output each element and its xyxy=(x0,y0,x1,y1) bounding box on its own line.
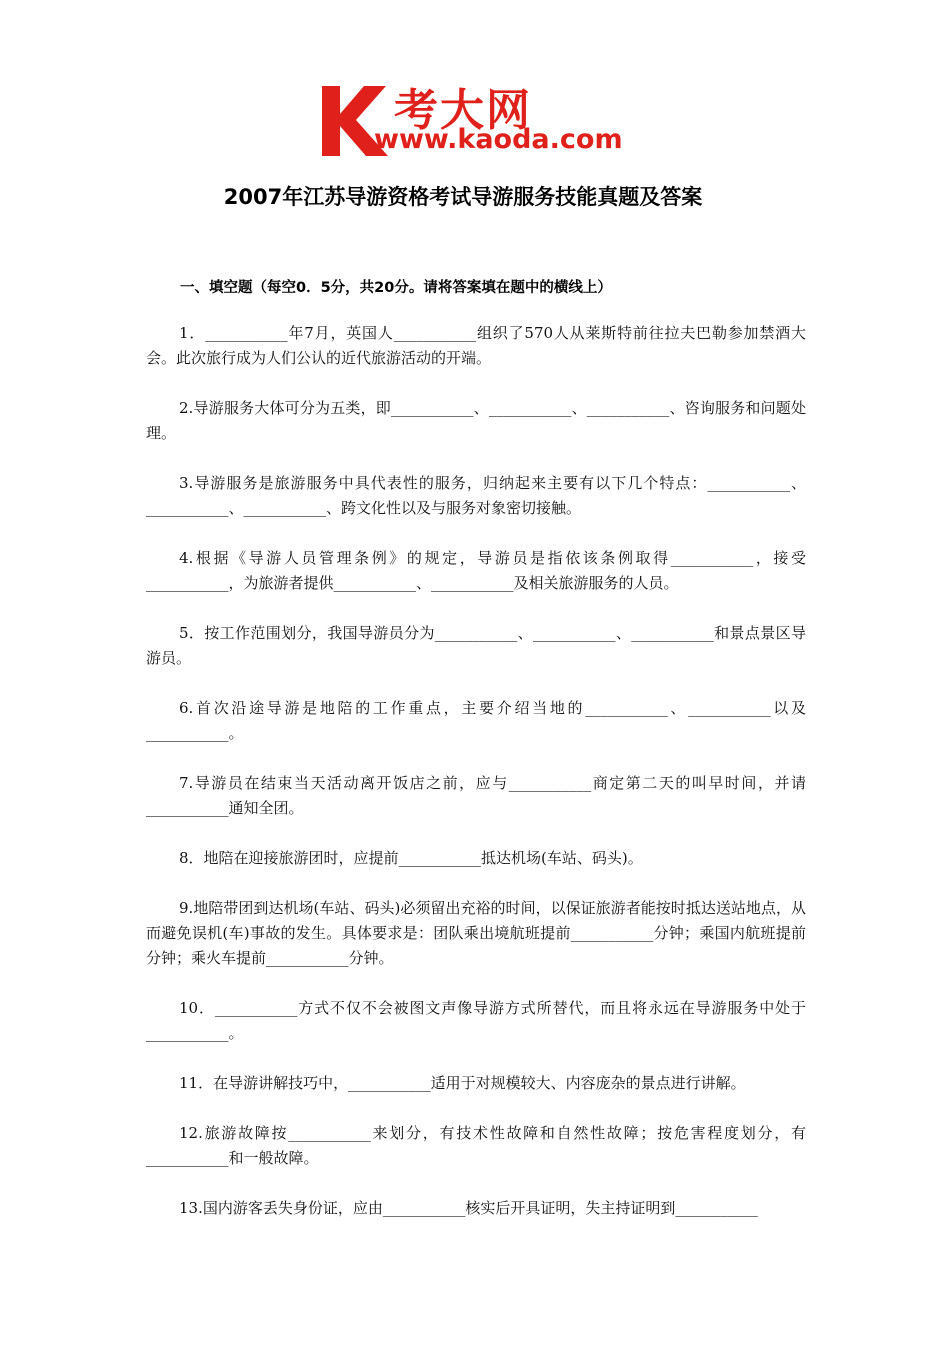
page-title: 2007年江苏导游资格考试导游服务技能真题及答案 xyxy=(223,185,703,209)
question-10: 10．___________方式不仅不会被图文声像导游方式所替代，而且将永远在导游服务中处于___________。 xyxy=(146,999,806,1042)
logo-wordmark: 考大网 xyxy=(394,85,532,136)
question-4: 4.根据《导游人员管理条例》的规定，导游员是指依该条例取得___________，接受___________，为旅游者提供___________、___________及相关旅游服务的人员。 xyxy=(146,549,806,592)
question-5: 5．按工作范围划分，我国导游员分为___________、___________、___________和景点景区导游员。 xyxy=(146,624,806,667)
question-8: 8．地陪在迎接旅游团时，应提前___________抵达机场(车站、码头)。 xyxy=(179,849,643,867)
question-3: 3.导游服务是旅游服务中具代表性的服务，归纳起来主要有以下几个特点：___________、___________、___________、跨文化性以及与服务对象密切接触。 xyxy=(146,474,806,517)
logo-url[interactable]: www.kaoda.com xyxy=(374,124,623,155)
question-6: 6.首次沿途导游是地陪的工作重点，主要介绍当地的___________、___________以及___________。 xyxy=(146,699,806,742)
question-11: 11．在导游讲解技巧中，___________适用于对规模较大、内容庞杂的景点进行讲解。 xyxy=(179,1074,746,1092)
question-13: 13.国内游客丢失身份证，应由___________核实后开具证明，失主持证明到___________ xyxy=(179,1199,758,1217)
section-heading: 一、填空题（每空0．5分，共20分。请将答案填在题中的横线上） xyxy=(180,280,612,296)
question-1: 1．___________年7月，英国人___________组织了570人从莱斯特前往拉夫巴勒参加禁酒大会。此次旅行成为人们公认的近代旅游活动的开端。 xyxy=(146,324,806,367)
question-7: 7.导游员在结束当天活动离开饭店之前，应与___________商定第二天的叫早时间，并请___________通知全团。 xyxy=(146,774,806,817)
question-12: 12.旅游故障按___________来划分，有技术性故障和自然性故障；按危害程度划分，有___________和一般故障。 xyxy=(146,1124,806,1167)
question-9: 9.地陪带团到达机场(车站、码头)必须留出充裕的时间，以保证旅游者能按时抵达送站地点，从而避免误机(车)事故的发生。具体要求是：团队乘出境航班提前___________分钟；乘国内航班提前分钟；乘火车提前___________分钟。 xyxy=(146,899,806,967)
question-2: 2.导游服务大体可分为五类，即___________、___________、___________、咨询服务和问题处理。 xyxy=(146,399,806,442)
kaoda-logo xyxy=(316,80,646,160)
